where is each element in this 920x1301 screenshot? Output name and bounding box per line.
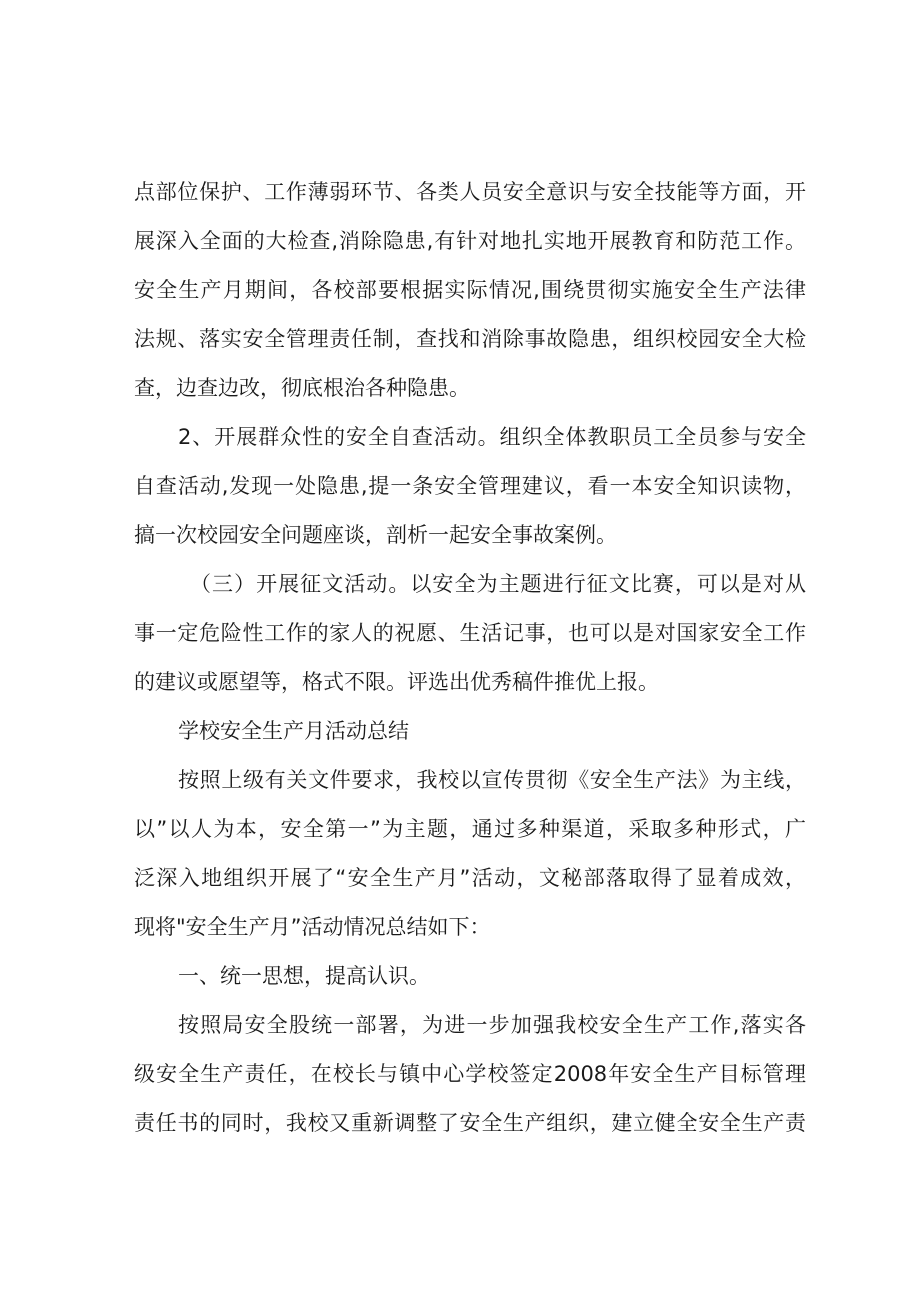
- text-line: 的建议或愿望等，格式不限。评选出优秀稿件推优上报。: [134, 670, 659, 694]
- section-title: 学校安全生产月活动总结: [178, 719, 409, 743]
- text-line: 法规、落实安全管理责任制，查找和消除事故隐患，组织校园安全大检: [134, 327, 806, 351]
- text-line: 事一定危险性工作的家人的祝愿、生活记事，也可以是对国家安全工作: [134, 621, 806, 645]
- text-line: 安全生产月期间，各校部要根据实际情况,围绕贯彻实施安全生产法律: [134, 278, 806, 302]
- text-line: 点部位保护、工作薄弱环节、各类人员安全意识与安全技能等方面，开: [134, 180, 806, 204]
- text-line: 责任书的同时，我校又重新调整了安全生产组织，建立健全安全生产责: [134, 1111, 806, 1135]
- text-line: 按照局安全股统一部署，为进一步加强我校安全生产工作,落实各: [178, 1013, 806, 1037]
- text-line: 泛深入地组织开展了“安全生产月”活动，文秘部落取得了显着成效，: [134, 866, 806, 890]
- text-line: 以”以人为本，安全第一”为主题，通过多种渠道，采取多种形式，广: [134, 817, 806, 841]
- section-heading: 一、统一思想，提高认识。: [178, 964, 430, 988]
- text-line: 自查活动,发现一处隐患,提一条安全管理建议，看一本安全知识读物，: [134, 474, 806, 498]
- text-line: 查，边查边改，彻底根治各种隐患。: [134, 376, 470, 400]
- text-line: 搞一次校园安全问题座谈，剖析一起安全事故案例。: [134, 523, 617, 547]
- text-line: 现将"安全生产月”活动情况总结如下：: [134, 915, 491, 939]
- text-line: 2、开展群众性的安全自查活动。组织全体教职员工全员参与安全: [178, 425, 806, 449]
- text-line: （三）开展征文活动。以安全为主题进行征文比赛，可以是对从: [190, 572, 806, 596]
- text-line: 展深入全面的大检查,消除隐患,有针对地扎实地开展教育和防范工作。: [134, 229, 806, 253]
- text-line: 按照上级有关文件要求，我校以宣传贯彻《安全生产法》为主线，: [178, 768, 806, 792]
- text-line: 级安全生产责任，在校长与镇中心学校签定2008年安全生产目标管理: [134, 1062, 806, 1086]
